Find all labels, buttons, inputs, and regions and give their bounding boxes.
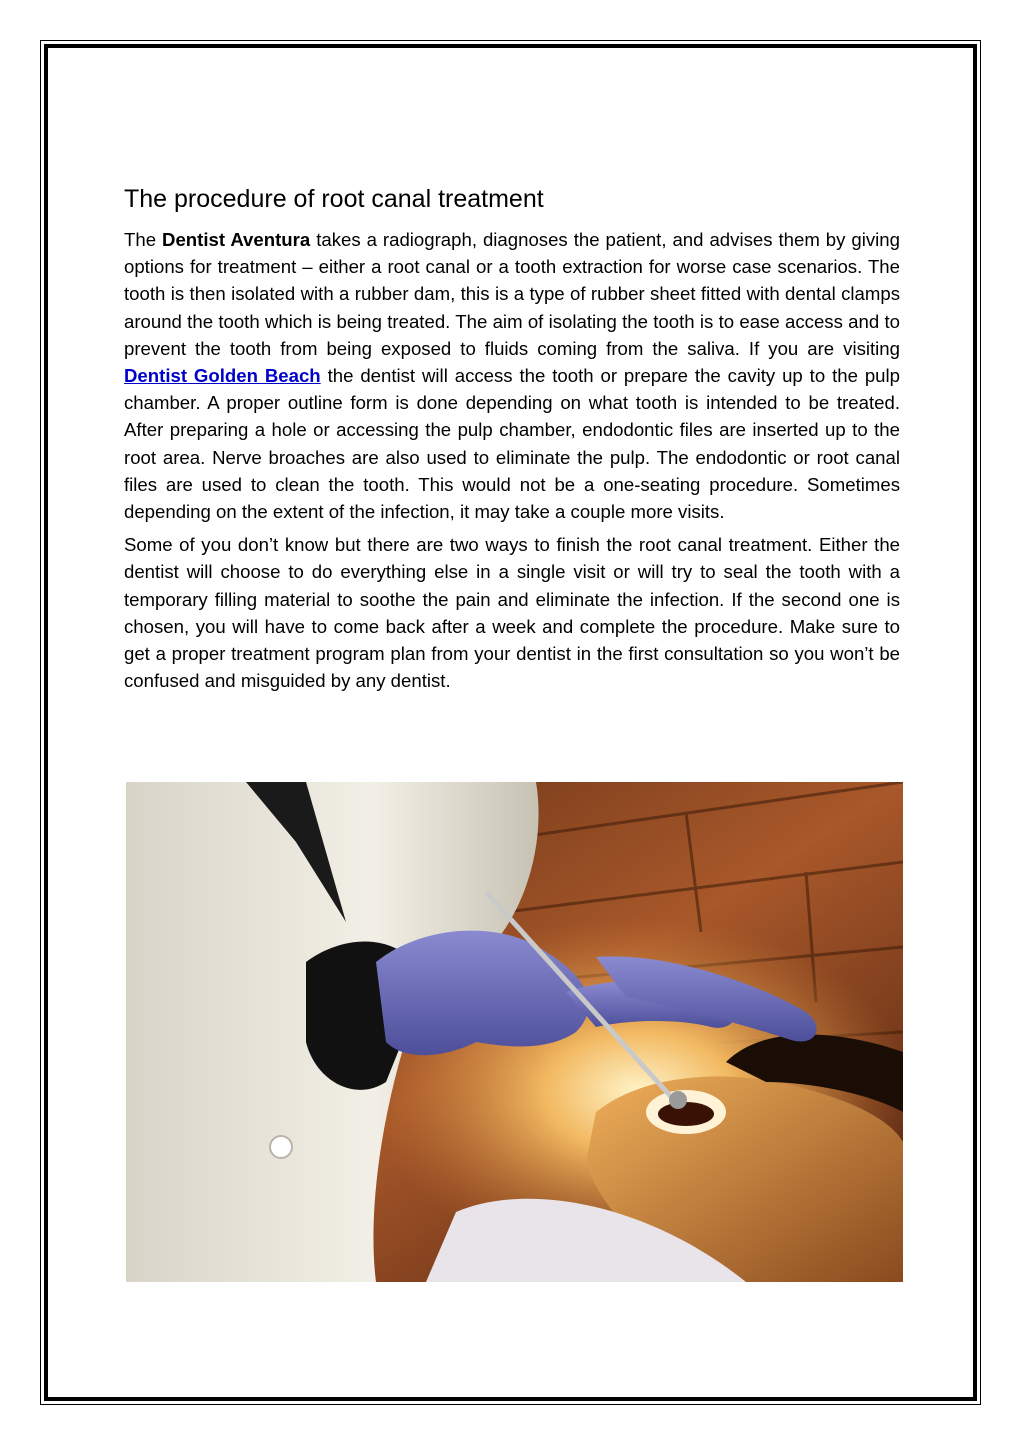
paragraph-2: Some of you don’t know but there are two ways to finish the root canal treatment. Either the dentist will choose to do everything else in a single visit or will try to seal the tooth with a temporary filling material to soothe the pain and eliminate the infection. If the second one is chosen, you will have to come back after a week and complete the procedure. Make sure to get a proper treatment program plan from your dentist in the first consultation so you won’t be confused and misguided by any dentist. xyxy=(124,534,900,692)
article xyxy=(124,181,900,700)
bold-term-dentist-aventura: Dentist Aventura xyxy=(162,229,311,250)
paragraph-1-part-1: takes a radiograph, diagnoses the patient, and advises them by giving options for treatment – either a root canal or a tooth extraction for worse case scenarios. The tooth is then isolated with a rubber dam, this is a type of rubber sheet fitted with dental clamps around the tooth which is being treated. The aim of isolating the tooth is to ease access and to prevent the tooth from being exposed to fluids coming from the saliva. If you are visiting xyxy=(124,229,900,359)
dental-procedure-photo xyxy=(126,782,903,1282)
paragraph-1-lead: The xyxy=(124,229,163,250)
paragraph-1-part-2: the dentist will access the tooth or prepare the cavity up to the pulp chamber. A proper outline form is done depending on what tooth is intended to be treated. After preparing a hole or accessing the pulp chamber, endodontic files are inserted up to the root area. Nerve broaches are also used to eliminate the pulp. The endodontic or root canal files are used to clean the tooth. This would not be a one-seating procedure. Sometimes depending on the extent of the infection, it may take a couple more visits. xyxy=(124,365,900,523)
dentist-golden-beach-link[interactable]: Dentist Golden Beach xyxy=(124,365,321,387)
page-title: The procedure of root canal treatment xyxy=(124,185,544,213)
paragraph-1 xyxy=(124,226,900,525)
